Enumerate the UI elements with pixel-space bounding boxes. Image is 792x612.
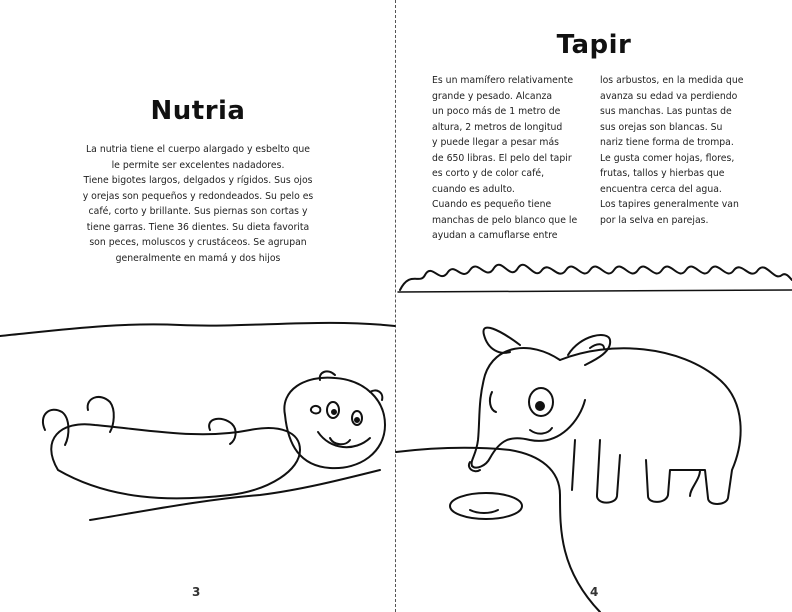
nutria-line: y orejas son pequeños y redondeados. Su pelo es bbox=[82, 190, 314, 202]
otter-illustration bbox=[43, 371, 385, 498]
puddle-illustration bbox=[450, 493, 522, 519]
tapir-illustration bbox=[469, 328, 741, 504]
tapir-line: y puede llegar a pesar más bbox=[432, 137, 559, 148]
page-number-right: 4 bbox=[590, 585, 599, 599]
nutria-line: La nutria tiene el cuerpo alargado y esbelto que bbox=[86, 144, 310, 155]
nutria-line: le permite ser excelentes nadadores. bbox=[111, 159, 285, 171]
tapir-line: sus orejas son blancas. Su bbox=[600, 121, 723, 133]
tapir-line: encuentra cerca del agua. bbox=[600, 183, 722, 195]
water-line-tapir bbox=[396, 448, 600, 612]
tapir-line: Es un mamífero relativamente bbox=[432, 75, 574, 86]
tapir-line: altura, 2 metros de longitud bbox=[432, 121, 563, 133]
tapir-line: Cuando es pequeño tiene bbox=[432, 199, 552, 210]
tapir-line: sus manchas. Las puntas de bbox=[600, 106, 732, 117]
tapir-line: cuando es adulto. bbox=[432, 183, 515, 195]
nutria-line: son peces, moluscos y crustáceos. Se agrupan bbox=[89, 237, 307, 248]
tapir-line: Los tapires generalmente van bbox=[600, 199, 739, 210]
nutria-line: generalmente en mamá y dos hijos bbox=[115, 252, 281, 264]
nutria-line: café, corto y brillante. Sus piernas son cortas y bbox=[88, 206, 308, 217]
tapir-title: Tapir bbox=[556, 30, 632, 60]
nutria-line: tiene garras. Tiene 36 dientes. Su dieta favorita bbox=[86, 221, 310, 233]
tapir-line: un poco más de 1 metro de bbox=[432, 106, 561, 117]
grass-line bbox=[400, 265, 792, 290]
tapir-line: de 650 libras. El pelo del tapir bbox=[432, 152, 572, 164]
tapir-line: Le gusta comer hojas, flores, bbox=[600, 152, 735, 164]
tapir-line: los arbustos, en la medida que bbox=[600, 75, 744, 86]
tapir-line: frutas, tallos y hierbas que bbox=[600, 168, 725, 179]
tapir-line: es corto y de color café, bbox=[432, 168, 545, 179]
tapir-line: por la selva en parejas. bbox=[600, 214, 709, 226]
tapir-line: avanza su edad va perdiendo bbox=[600, 90, 738, 102]
tapir-line: grande y pesado. Alcanza bbox=[432, 90, 553, 102]
tapir-line: manchas de pelo blanco que le bbox=[432, 214, 578, 226]
page-number-left: 3 bbox=[192, 585, 201, 599]
nutria-line: Tiene bigotes largos, delgados y rígidos. Sus ojos bbox=[83, 175, 313, 186]
tapir-line: nariz tiene forma de trompa. bbox=[600, 137, 734, 148]
water-line-otter bbox=[0, 323, 395, 336]
nutria-title: Nutria bbox=[150, 96, 246, 126]
tapir-line: ayudan a camuflarse entre bbox=[432, 230, 558, 241]
